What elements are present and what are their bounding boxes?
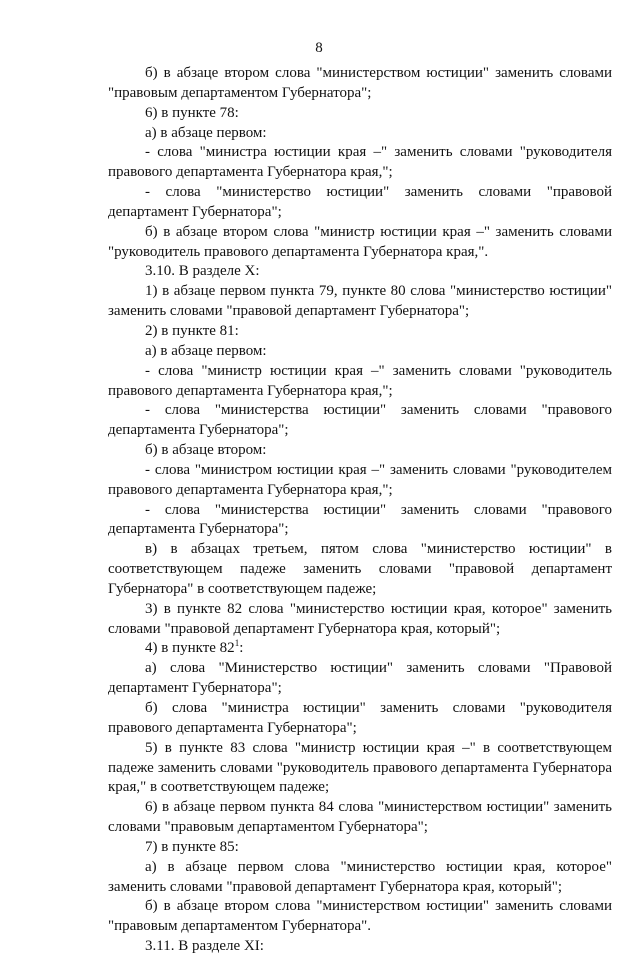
paragraph: - слова "министром юстиции края –" заменить словами "руководителем правового департамента Губернатора края,";: [108, 461, 612, 498]
paragraph: б) в абзаце втором слова "министерством юстиции" заменить словами "правовым департаментом Губернатора".: [108, 898, 612, 935]
paragraph: б) слова "министра юстиции" заменить словами "руководителя правового департамента Губернатора";: [108, 700, 612, 736]
paragraph: - слова "министерства юстиции" заменить словами "правового департамента Губернатора";: [108, 402, 612, 439]
paragraph: б) в абзаце втором слова "министр юстиции края –" заменить словами "руководитель правового департамента Губернатора края,".: [108, 223, 612, 260]
paragraph: а) в абзаце первом:: [145, 124, 267, 141]
superscript: 1: [234, 638, 240, 649]
paragraph: 3.11. В разделе XI:: [145, 938, 264, 955]
paragraph: 7) в пункте 85:: [145, 838, 239, 855]
paragraph: 1) в абзаце первом пункта 79, пункте 80 слова "министерство юстиции" заменить словами "правовой департамент Губернатора";: [108, 283, 612, 320]
paragraph: 3) в пункте 82 слова "министерство юстиции края, которое" заменить словами "правовой департамент Губернатора края, который";: [108, 600, 612, 637]
paragraph: б) в абзаце втором:: [145, 442, 267, 459]
page-number: 8: [315, 40, 323, 56]
paragraph: а) слова "Министерство юстиции" заменить словами "Правовой департамент Губернатора";: [108, 660, 612, 697]
paragraph: 3.10. В разделе X:: [145, 263, 260, 280]
paragraph: в) в абзацах третьем, пятом слова "министерство юстиции" в соответствующем падеже заменить словами "правовой департамент Губернатора" в соответствующем падеже;: [108, 541, 612, 597]
paragraph: б) в абзаце втором слова "министерством юстиции" заменить словами "правовым департаментом Губернатора";: [108, 65, 612, 101]
paragraph-text: 4) в пункте 82: [145, 640, 235, 657]
paragraph-text-tail: :: [239, 640, 244, 657]
paragraph: а) в абзаце первом:: [145, 342, 267, 359]
paragraph: - слова "министерства юстиции" заменить словами "правового департамента Губернатора";: [108, 501, 612, 538]
paragraph-with-superscript: [108, 639, 612, 659]
paragraph: 6) в абзаце первом пункта 84 слова "министерством юстиции" заменить словами "правовым департаментом Губернатора";: [108, 799, 612, 836]
paragraph: а) в абзаце первом слова "министерство юстиции края, которое" заменить словами "правовой департамент Губернатора края, который";: [108, 858, 612, 895]
paragraph: - слова "министра юстиции края –" заменить словами "руководителя правового департамента Губернатора края,";: [108, 144, 612, 181]
paragraph: 2) в пункте 81:: [145, 322, 239, 339]
paragraph: 5) в пункте 83 слова "министр юстиции края –" в соответствующем падеже заменить словами "руководитель правового департамента Губернатора края," в соответствующем падеже;: [108, 739, 612, 796]
document-body: [108, 64, 612, 957]
paragraph: - слова "министр юстиции края –" заменить словами "руководитель правового департамента Губернатора края,";: [108, 362, 612, 399]
paragraph: - слова "министерство юстиции" заменить словами "правовой департамент Губернатора";: [108, 184, 612, 220]
paragraph: 6) в пункте 78:: [145, 104, 239, 121]
